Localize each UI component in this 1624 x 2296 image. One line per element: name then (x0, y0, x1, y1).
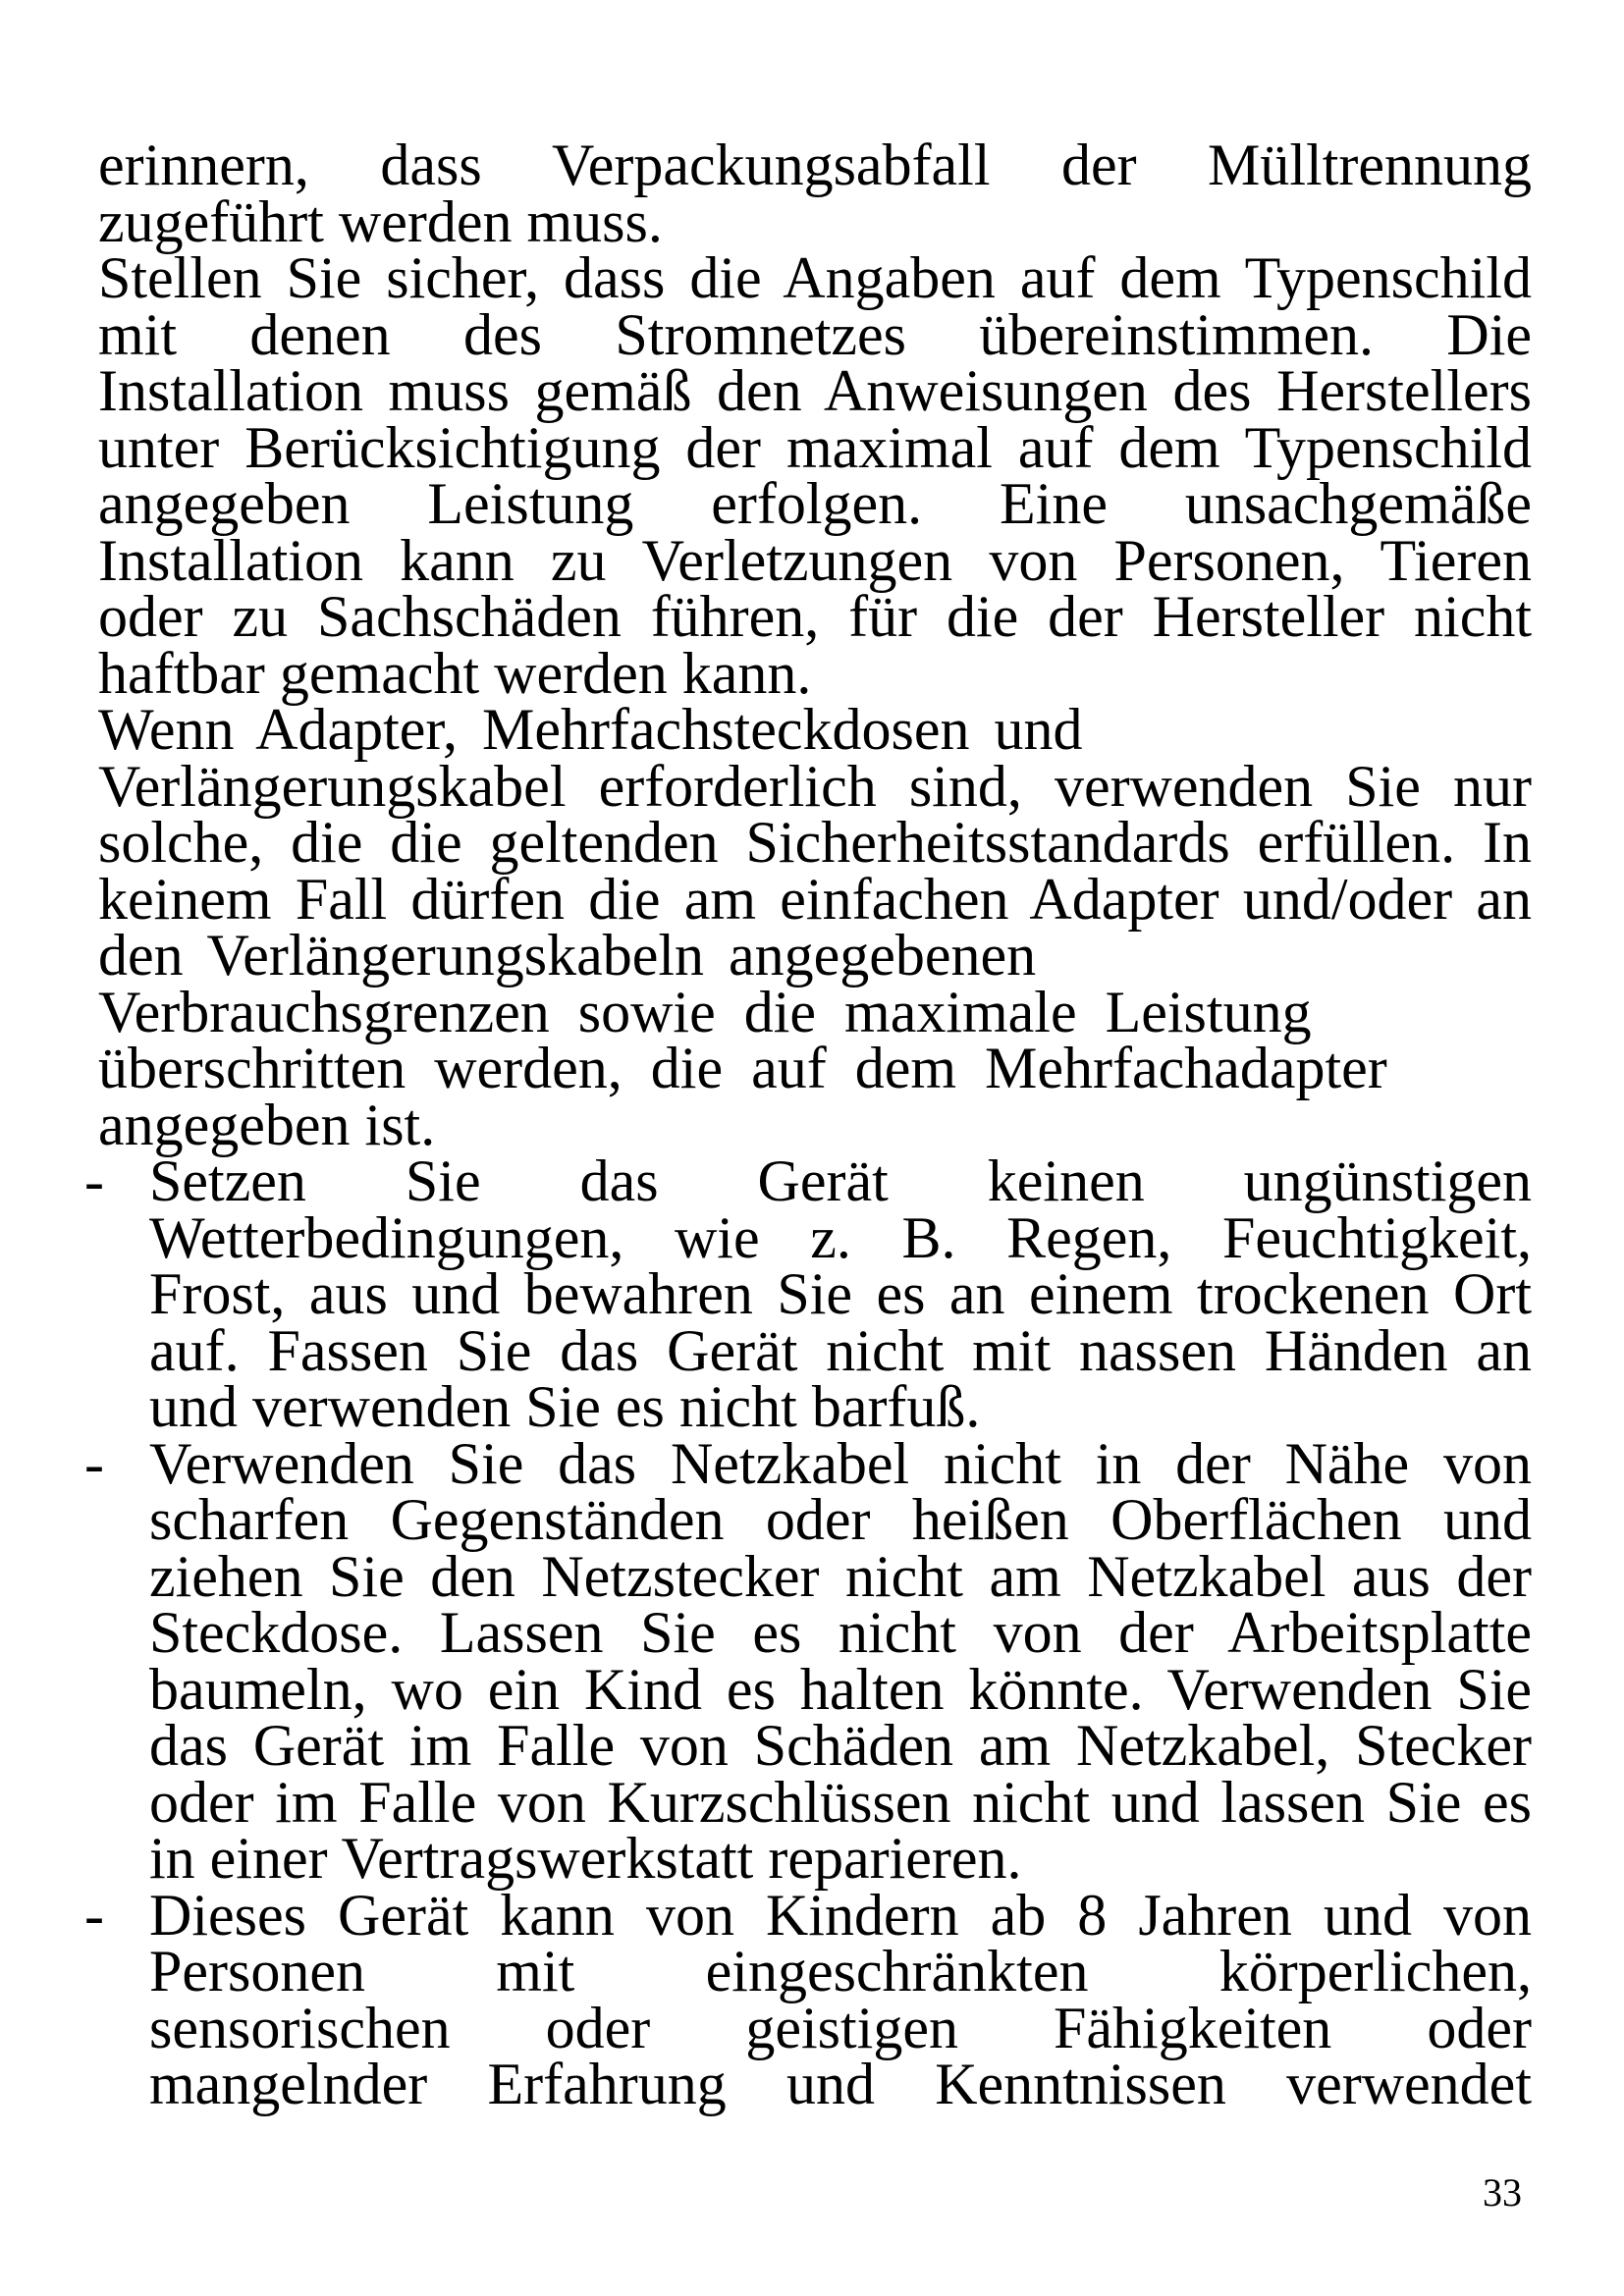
bullet-first-line (84, 1148, 1532, 1213)
text-line: Installation kann zu Verletzungen von Personen, Tieren (98, 527, 1532, 593)
document-body (84, 133, 1532, 2116)
text-line: oder im Falle von Kurzschlüssen nicht und lassen Sie es (149, 1769, 1532, 1835)
paragraph-adapters (98, 697, 1532, 1157)
text-line: keinem Fall dürfen die am einfachen Adapter und/oder an (98, 866, 1532, 932)
text-line: auf. Fassen Sie das Gerät nicht mit nassen Händen an (149, 1317, 1532, 1383)
text-line: Dieses Gerät kann von Kindern ab 8 Jahren und von (149, 1882, 1532, 1948)
bullet-item-weather (84, 1148, 1532, 1439)
bullet-first-line (84, 1882, 1532, 1948)
text-line: Verbrauchsgrenzen sowie die maximale Leistung (98, 979, 1312, 1044)
text-line: baumeln, wo ein Kind es halten könnte. Verwenden Sie (149, 1656, 1532, 1722)
bullet-dash: - (84, 1148, 104, 1213)
text-line: Wenn Adapter, Mehrfachsteckdosen und (98, 697, 1083, 762)
text-line: solche, die die geltenden Sicherheitsstandards erfüllen. In (98, 810, 1532, 875)
paragraph-packaging-waste (98, 133, 1532, 254)
text-line: Verwenden Sie das Netzkabel nicht in der Nähe von (149, 1430, 1532, 1496)
text-line: den Verlängerungskabeln angegebenen (98, 923, 1037, 988)
text-line: erinnern, dass Verpackungsabfall der Mülltrennung (98, 133, 1532, 197)
text-line: und verwenden Sie es nicht barfuß. (149, 1374, 981, 1439)
text-line: sensorischen oder geistigen Fähigkeiten oder (149, 1995, 1532, 2060)
text-line: das Gerät im Falle von Schäden am Netzkabel, Stecker (149, 1713, 1532, 1778)
text-line: Steckdose. Lassen Sie es nicht von der Arbeitsplatte (149, 1600, 1532, 1665)
text-line: haftbar gemacht werden kann. (98, 640, 812, 706)
bullet-dash: - (84, 1430, 104, 1496)
text-line: Installation muss gemäß den Anweisungen des Herstellers (98, 358, 1532, 423)
bullet-dash: - (84, 1882, 104, 1948)
text-line: zugeführt werden muss. (98, 188, 663, 254)
bullet-item-children (84, 1882, 1532, 2116)
text-line: ziehen Sie den Netzstecker nicht am Netzkabel aus der (149, 1543, 1532, 1609)
text-line: angegeben Leistung erfolgen. Eine unsachgemäße (98, 471, 1532, 536)
paragraph-type-plate (98, 245, 1532, 706)
text-line: in einer Vertragswerkstatt reparieren. (149, 1826, 1022, 1891)
text-line: Verlängerungskabel erforderlich sind, verwenden Sie nur (98, 753, 1532, 819)
text-line: mit denen des Stromnetzes übereinstimmen. Die (98, 301, 1532, 367)
bullet-first-line (84, 1430, 1532, 1496)
text-line: Wetterbedingungen, wie z. B. Regen, Feuchtigkeit, (149, 1204, 1532, 1270)
bullet-item-power-cord (84, 1430, 1532, 1891)
text-line: überschritten werden, die auf dem Mehrfachadapter (98, 1036, 1387, 1100)
text-line: oder zu Sachschäden führen, für die der Hersteller nicht (98, 584, 1532, 649)
text-line: Personen mit eingeschränkten körperlichen, (149, 1939, 1532, 2003)
text-line: scharfen Gegenständen oder heißen Oberflächen und (149, 1487, 1532, 1552)
page-number: 33 (1483, 2170, 1522, 2215)
text-line: Stellen Sie sicher, dass die Angaben auf dem Typenschild (98, 245, 1532, 310)
text-line: unter Berücksichtigung der maximal auf dem Typenschild (98, 414, 1532, 480)
text-line: Frost, aus und bewahren Sie es an einem trockenen Ort (149, 1261, 1532, 1326)
text-line: angegeben ist. (98, 1092, 436, 1157)
text-line: mangelnder Erfahrung und Kenntnissen verwendet (149, 2052, 1532, 2116)
text-line: Setzen Sie das Gerät keinen ungünstigen (149, 1148, 1532, 1213)
